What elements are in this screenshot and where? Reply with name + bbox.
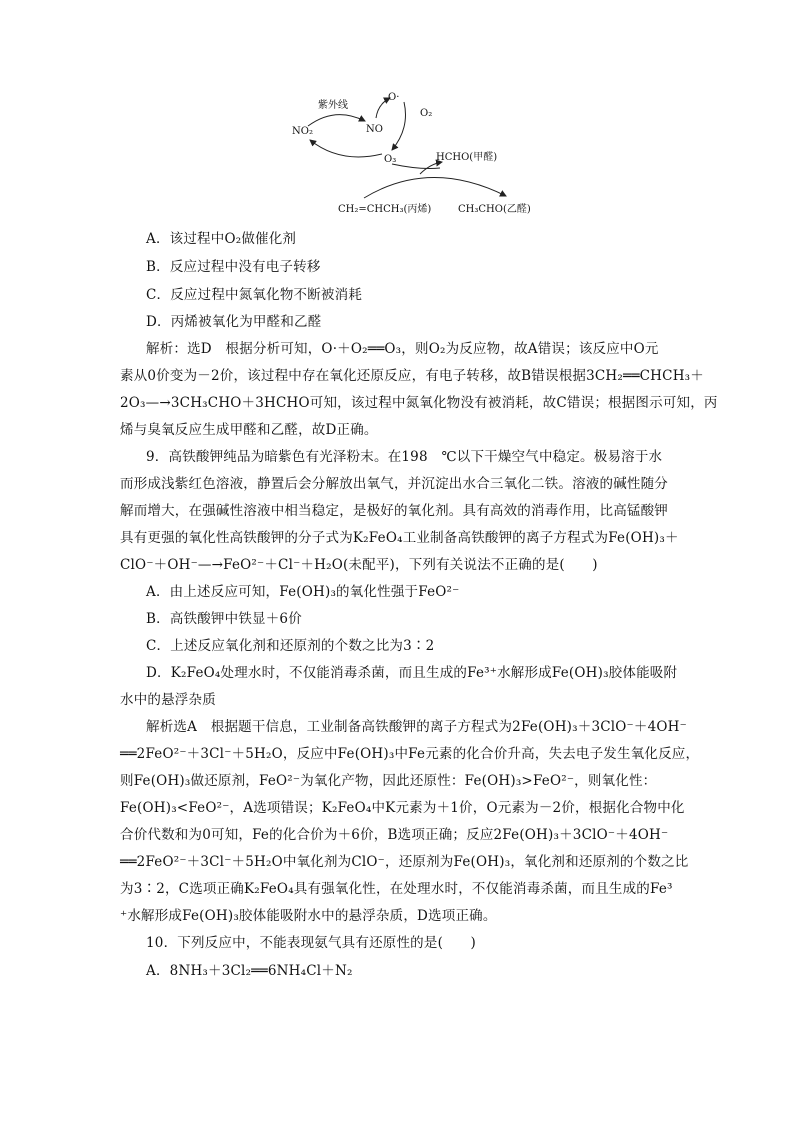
label-acetaldehyde: CH₃CHO(乙醛) <box>458 204 531 215</box>
option-c-q9: C．上述反应氧化剂和还原剂的个数之比为3∶2 <box>146 638 435 654</box>
analysis-q8-line2: 素从0价变为－2价，该过程中存在氧化还原反应，有电子转移，故B错误根据3CH₂══CHCH₃＋ <box>120 368 704 384</box>
label-o-radical: O· <box>388 92 400 103</box>
label-no: NO <box>366 124 383 135</box>
option-d-q9-line1: D．K₂FeO₄处理水时，不仅能消毒杀菌，而且生成的Fe³⁺水解形成Fe(OH)₃胶体能吸附 <box>146 665 678 681</box>
option-c-q8: C．反应过程中氮氧化物不断被消耗 <box>146 287 363 303</box>
analysis-q8-line4: 烯与臭氧反应生成甲醛和乙醛，故D正确。 <box>120 422 378 438</box>
analysis-q8-line1: 解析：选D 根据分析可知，O·＋O₂══O₃，则O₂为反应物，故A错误；该反应中O元 <box>146 341 659 357</box>
label-o2: O₂ <box>420 108 433 119</box>
arrow-no2-to-no <box>308 115 365 126</box>
label-o3: O₃ <box>384 154 397 165</box>
label-hcho: HCHO(甲醛) <box>436 152 498 163</box>
analysis-q9-line4: Fe(OH)₃<FeO²⁻，A选项错误；K₂FeO₄中K元素为＋1价，O元素为－2价，根据化合物中化 <box>120 800 685 816</box>
ozone-reaction-diagram <box>280 88 560 220</box>
analysis-q9-line7: 为3∶2，C选项正确K₂FeO₄具有强氧化性，在处理水时，不仅能消毒杀菌，而且生成的Fe³ <box>120 881 673 897</box>
analysis-q9-line3: 则Fe(OH)₃做还原剂，FeO²⁻为氧化产物，因此还原性：Fe(OH)₃>FeO²⁻，则氧化性： <box>120 773 657 789</box>
analysis-q8-line3: 2O₃—→3CH₃CHO＋3HCHO可知，该过程中氮氧化物没有被消耗，故C错误；根据图示可知，丙 <box>120 395 718 411</box>
analysis-q9-line8: ⁺水解形成Fe(OH)₃胶体能吸附水中的悬浮杂质，D选项正确。 <box>120 908 497 924</box>
option-b-q8: B．反应过程中没有电子转移 <box>146 259 321 275</box>
option-d-q9-line2: 水中的悬浮杂质 <box>120 692 216 708</box>
label-no2: NO₂ <box>292 126 313 137</box>
arrow-propene-to-acetaldehyde <box>364 177 506 198</box>
question-9-line2: 而形成浅紫红色溶液，静置后会分解放出氧气，并沉淀出水合三氧化二铁。溶液的碱性随分 <box>120 476 668 492</box>
question-9-line5: ClO⁻＋OH⁻—→FeO²⁻＋Cl⁻＋H₂O(未配平)，下列有关说法不正确的是( ) <box>120 557 598 573</box>
label-propene: CH₂=CHCH₃(丙烯) <box>338 204 432 215</box>
option-b-q9: B．高铁酸钾中铁显＋6价 <box>146 611 302 627</box>
question-9-line1: 9．高铁酸钾纯品为暗紫色有光泽粉末。在198 ℃以下干燥空气中稳定。极易溶于水 <box>146 449 663 465</box>
analysis-q9-line5: 合价代数和为0可知，Fe的化合价为＋6价，B选项正确；反应2Fe(OH)₃＋3ClO⁻＋4OH⁻ <box>120 827 669 843</box>
question-9-line3: 解而增大，在强碱性溶液中相当稳定，是极好的氧化剂。具有高效的消毒作用，比高锰酸钾 <box>120 503 668 519</box>
option-d-q8: D．丙烯被氧化为甲醛和乙醛 <box>146 314 322 330</box>
arrow-o-radical-to-o3 <box>392 102 406 150</box>
question-10: 10．下列反应中，不能表现氨气具有还原性的是( ) <box>146 935 476 951</box>
analysis-q9-line2: ══2FeO²⁻＋3Cl⁻＋5H₂O，反应中Fe(OH)₃中Fe元素的化合价升高，失去电子发生氧化反应， <box>120 746 700 762</box>
arrow-no-to-no2 <box>310 140 382 157</box>
option-a-q9: A．由上述反应可知，Fe(OH)₃的氧化性强于FeO²⁻ <box>146 584 460 600</box>
analysis-q9-line1: 解析选A 根据题干信息，工业制备高铁酸钾的离子方程式为2Fe(OH)₃＋3ClO⁻＋4OH⁻ <box>146 719 687 735</box>
option-a-q8: A．该过程中O₂做催化剂 <box>146 231 297 247</box>
question-9-line4: 具有更强的氧化性高铁酸钾的分子式为K₂FeO₄工业制备高铁酸钾的离子方程式为Fe(OH)₃＋ <box>120 530 679 546</box>
analysis-q9-line6: ══2FeO²⁻＋3Cl⁻＋5H₂O中氧化剂为ClO⁻，还原剂为Fe(OH)₃，氧化剂和还原剂的个数之比 <box>120 854 689 870</box>
label-uv: 紫外线 <box>318 100 348 111</box>
option-a-q10: A．8NH₃＋3Cl₂══6NH₄Cl＋N₂ <box>146 963 353 979</box>
